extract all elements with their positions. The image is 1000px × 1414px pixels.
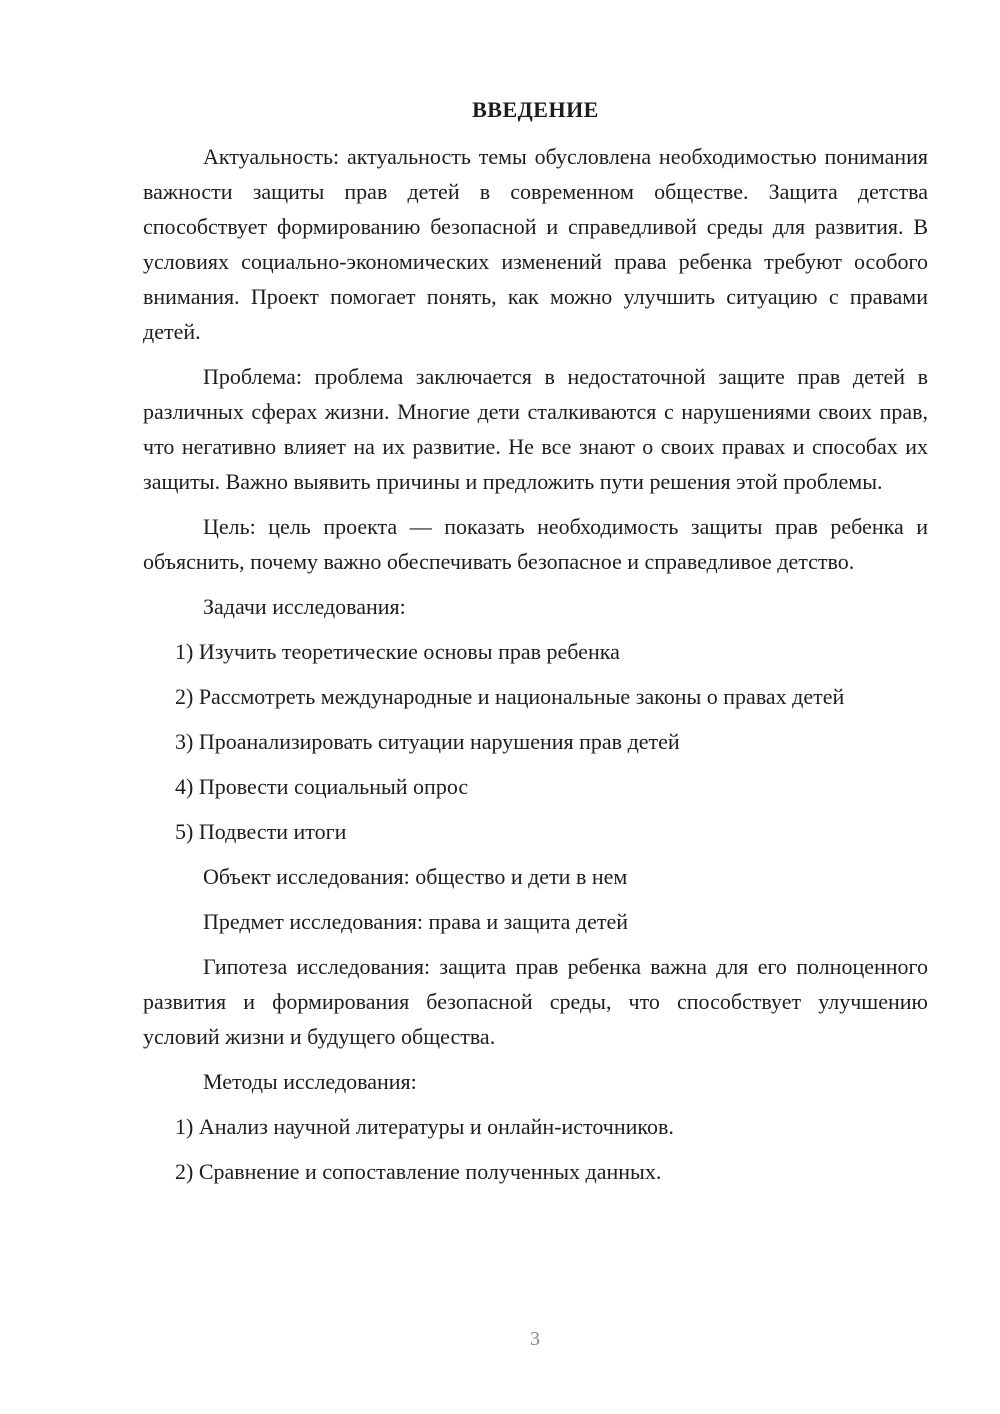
relevance-paragraph: Актуальность: актуальность темы обусловлена необходимостью понимания важности защиты прав детей в современном обществе. Защита детства способствует формированию безопасной и справедливой среды для развития. В условиях социально-экономических изменений права ребенка требуют особого внимания. Проект помогает понять, как можно улучшить ситуацию с правами детей. — [143, 144, 928, 344]
goal-paragraph: Цель: цель проекта — показать необходимость защиты прав ребенка и объяснить, почему важно обеспечивать безопасное и справедливое детство. — [143, 514, 928, 574]
document-page — [143, 92, 928, 1189]
methods-heading: Методы исследования: — [203, 1069, 417, 1094]
task-item: 3) Проанализировать ситуации нарушения прав детей — [175, 729, 680, 754]
research-object: Объект исследования: общество и дети в нем — [203, 864, 628, 889]
method-item: 2) Сравнение и сопоставление полученных данных. — [175, 1159, 662, 1184]
page-number: 3 — [530, 1328, 540, 1350]
method-item: 1) Анализ научной литературы и онлайн-источников. — [175, 1114, 674, 1139]
task-item: 2) Рассмотреть международные и национальные законы о правах детей — [175, 684, 845, 709]
task-item: 1) Изучить теоретические основы прав ребенка — [175, 639, 620, 664]
task-item: 4) Провести социальный опрос — [175, 774, 469, 799]
research-subject: Предмет исследования: права и защита детей — [203, 909, 629, 934]
tasks-heading: Задачи исследования: — [203, 594, 406, 619]
page-title: ВВЕДЕНИЕ — [472, 97, 599, 122]
task-item: 5) Подвести итоги — [175, 819, 347, 844]
problem-paragraph: Проблема: проблема заключается в недостаточной защите прав детей в различных сферах жизни. Многие дети сталкиваются с нарушениями своих прав, что негативно влияет на их развитие. Не все знают о своих правах и способах их защиты. Важно выявить причины и предложить пути решения этой проблемы. — [143, 364, 928, 494]
hypothesis-paragraph: Гипотеза исследования: защита прав ребенка важна для его полноценного развития и формирования безопасной среды, что способствует улучшению условий жизни и будущего общества. — [143, 954, 928, 1049]
